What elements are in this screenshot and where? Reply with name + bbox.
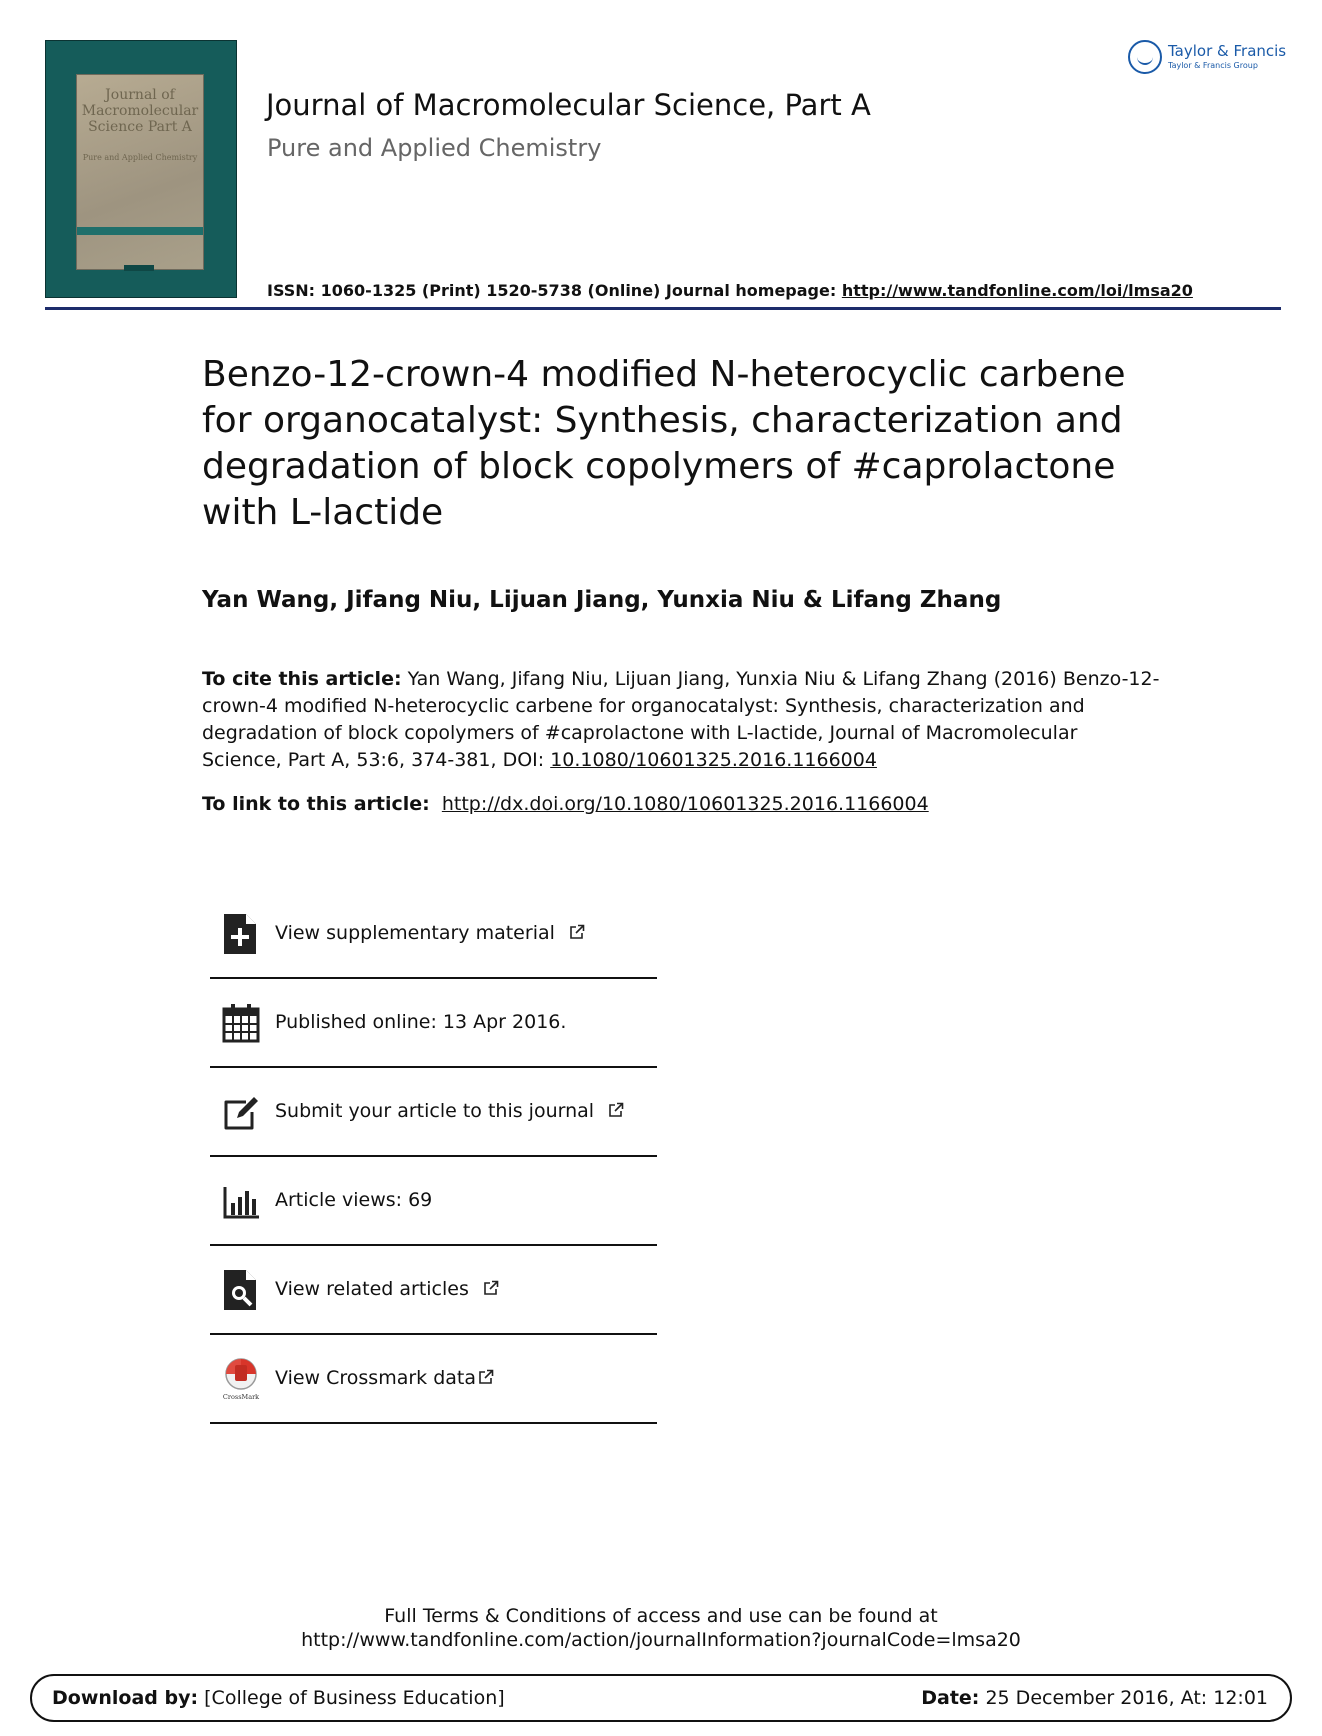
external-link-icon <box>569 924 585 940</box>
journal-cover-image <box>45 40 237 298</box>
cover-band <box>77 227 203 235</box>
external-link-icon <box>478 1369 494 1385</box>
cover-subtitle: Pure and Applied Chemistry <box>82 153 198 162</box>
download-date: 25 December 2016, At: 12:01 <box>985 1687 1268 1709</box>
link-label: To link to this article: <box>202 793 430 815</box>
submit-link[interactable]: Submit your article to this journal <box>275 1100 595 1122</box>
download-label: Download by: <box>52 1687 199 1709</box>
date-label: Date: <box>921 1687 980 1709</box>
published-row <box>210 979 657 1068</box>
publisher-name: Taylor & Francis <box>1168 42 1287 60</box>
search-document-icon <box>222 1268 260 1312</box>
published-date: Published online: 13 Apr 2016. <box>275 1011 567 1033</box>
article-views: Article views: 69 <box>275 1189 433 1211</box>
external-link-icon <box>483 1280 499 1296</box>
download-institution: [College of Business Education] <box>204 1687 505 1709</box>
crossmark-icon <box>222 1357 260 1401</box>
cite-text: Yan Wang, Jifang Niu, Lijuan Jiang, Yunxia Niu & Lifang Zhang (2016) Benzo-12-crown-4 modified N-heterocyclic carbene for organocatalyst: Synthesis, characterization and degradation of block copolymers of #caprolactone with L-lactide, Journal of Macromolecular Science, Part A, 53:6, 374-381, DOI: <box>202 668 1160 771</box>
bar-chart-icon <box>222 1179 260 1223</box>
download-info-bar <box>30 1674 1292 1722</box>
journal-title: Journal of Macromolecular Science, Part A <box>266 88 871 122</box>
lamp-icon <box>1128 40 1162 74</box>
supplementary-link[interactable]: View supplementary material <box>275 922 555 944</box>
terms-notice <box>0 1604 1322 1652</box>
cover-panel <box>76 74 204 270</box>
taylor-francis-logo <box>1128 36 1288 80</box>
doi-link[interactable]: 10.1080/10601325.2016.1166004 <box>550 749 877 771</box>
terms-url[interactable]: http://www.tandfonline.com/action/journalInformation?journalCode=lmsa20 <box>301 1629 1021 1651</box>
cover-publisher-mark <box>124 265 154 271</box>
views-row <box>210 1157 657 1246</box>
article-title: Benzo-12-crown-4 modified N-heterocyclic carbene for organocatalyst: Synthesis, characterization and degradation of block copolymers of #caprolactone with L-lactide <box>202 354 1126 533</box>
crossmark-row[interactable] <box>210 1335 657 1424</box>
supplementary-row[interactable] <box>210 890 657 979</box>
publisher-group: Taylor & Francis Group <box>1168 61 1258 70</box>
submit-row[interactable] <box>210 1068 657 1157</box>
article-info-list <box>210 890 657 1424</box>
header-divider <box>45 307 1281 310</box>
external-link-icon <box>608 1102 624 1118</box>
related-articles-link[interactable]: View related articles <box>275 1278 469 1300</box>
journal-homepage-link[interactable]: http://www.tandfonline.com/loi/lmsa20 <box>841 281 1193 300</box>
article-link-line <box>202 793 929 815</box>
crossmark-link[interactable]: View Crossmark data <box>275 1367 477 1389</box>
article-doi-url[interactable]: http://dx.doi.org/10.1080/10601325.2016.1166004 <box>441 793 929 815</box>
citation-block <box>202 666 1162 774</box>
related-row[interactable] <box>210 1246 657 1335</box>
article-authors: Yan Wang, Jifang Niu, Lijuan Jiang, Yunxia Niu & Lifang Zhang <box>202 587 1002 613</box>
issn-text: ISSN: 1060-1325 (Print) 1520-5738 (Online) Journal homepage: <box>267 281 837 300</box>
calendar-icon <box>222 1001 260 1045</box>
crossmark-logo-text: CrossMark <box>222 1393 260 1401</box>
cover-title: Journal of Macromolecular Science Part A <box>81 87 199 135</box>
issn-line <box>267 281 1193 300</box>
journal-subtitle: Pure and Applied Chemistry <box>267 134 602 162</box>
cite-label: To cite this article: <box>202 668 402 690</box>
edit-icon <box>222 1090 260 1134</box>
terms-line: Full Terms & Conditions of access and use can be found at <box>384 1605 938 1627</box>
file-plus-icon <box>222 912 260 956</box>
